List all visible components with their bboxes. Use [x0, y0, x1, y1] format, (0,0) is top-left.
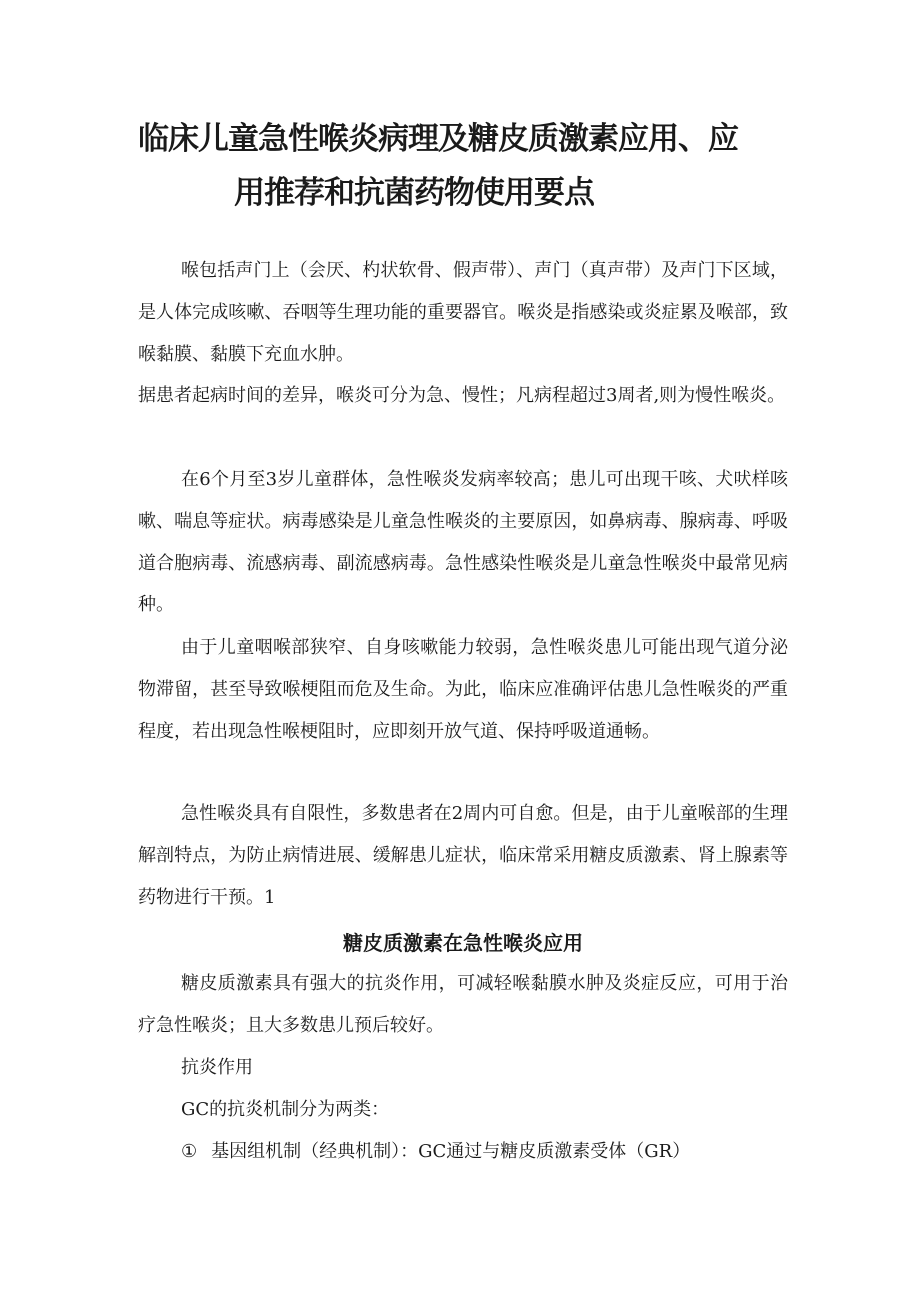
title-line-1: 临床儿童急性喉炎病理及糖皮质激素应用、应: [138, 121, 738, 157]
paragraph-incidence-etiology: 在6个月至3岁儿童群体，急性喉炎发病率较高；患儿可出现干咳、犬吠样咳嗽、喘息等症状。病毒感染是儿童急性喉炎的主要原因，如鼻病毒、腺病毒、呼吸道合胞病毒、流感病毒、副流感病毒。急性感染性喉炎是儿童急性喉炎中最常见病种。: [138, 469, 788, 616]
list-item-genomic-mechanism: [181, 1131, 801, 1173]
title-line-2: 用推荐和抗菌药物使用要点: [234, 175, 594, 211]
paragraph-larynx-definition: 喉包括声门上（会厌、杓状软骨、假声带）、声门（真声带）及声门下区域，是人体完成咳嗽、吞咽等生理功能的重要器官。喉炎是指感染或炎症累及喉部，致喉黏膜、黏膜下充血水肿。: [138, 260, 788, 365]
paragraph-acute-chronic-classification: 据患者起病时间的差异，喉炎可分为急、慢性；凡病程超过3周者,则为慢性喉炎。: [138, 385, 786, 406]
list-item-number: ①: [181, 1141, 198, 1162]
list-item-text: 基因组机制（经典机制）：GC通过与糖皮质激素受体（GR）: [211, 1141, 691, 1162]
document-title: [120, 112, 800, 220]
paragraph-mechanism-intro: GC的抗炎机制分为两类：: [181, 1099, 390, 1120]
subsection-anti-inflammatory: 抗炎作用: [181, 1057, 253, 1078]
paragraph-self-limiting: 急性喉炎具有自限性，多数患者在2周内可自愈。但是，由于儿童喉部的生理解剖特点，为防止病情进展、缓解患儿症状，临床常采用糖皮质激素、肾上腺素等药物进行干预。1: [138, 803, 788, 908]
paragraph-airway-obstruction: 由于儿童咽喉部狭窄、自身咳嗽能力较弱，急性喉炎患儿可能出现气道分泌物滞留，甚至导致喉梗阻而危及生命。为此，临床应准确评估患儿急性喉炎的严重程度，若出现急性喉梗阻时，应即刻开放气道、保持呼吸道通畅。: [138, 637, 788, 742]
paragraph-glucocorticoid-effect: 糖皮质激素具有强大的抗炎作用，可减轻喉黏膜水肿及炎症反应，可用于治疗急性喉炎；且大多数患儿预后较好。: [138, 973, 788, 1036]
section-heading-glucocorticoid: 糖皮质激素在急性喉炎应用: [343, 931, 583, 955]
